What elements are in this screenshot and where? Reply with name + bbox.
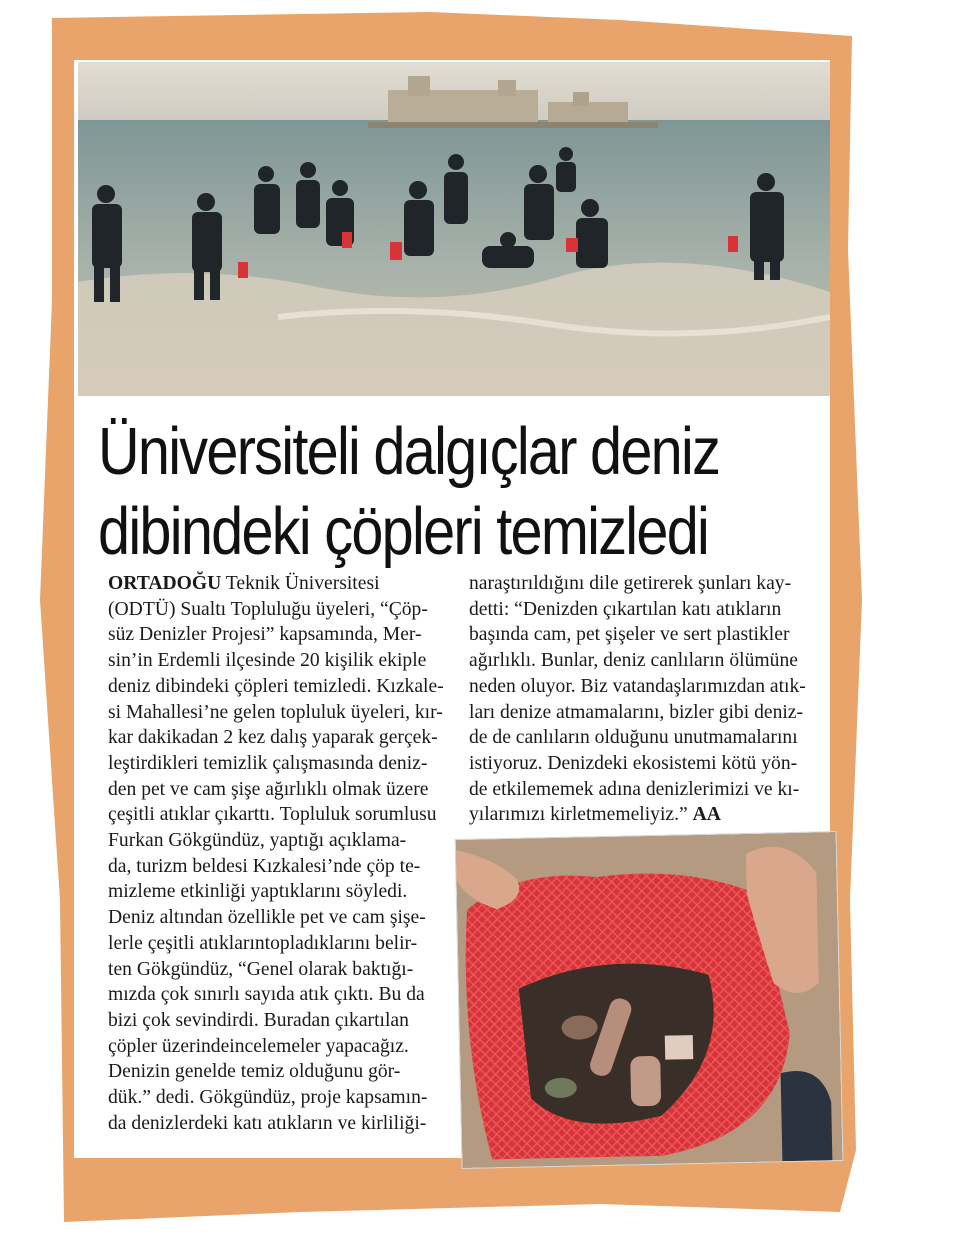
article-column-left — [108, 571, 444, 1136]
text-line: yılarımızı kirletmemeliyiz.” AA — [469, 804, 721, 826]
text-line: lerle çeşitli atıklarıntopladıklarını belir- — [108, 932, 418, 954]
text-line: çöpler üzerindeincelemeler yapacağız. — [108, 1035, 409, 1057]
text-line: Denizin genelde temiz olduğunu gör- — [108, 1061, 401, 1083]
text-line: çeşitli atıklar çıkarttı. Topluluk sorumlusu — [108, 804, 437, 826]
article-column-right — [469, 571, 809, 828]
text-line: bizi çok sevindirdi. Buradan çıkartılan — [108, 1009, 409, 1031]
text-line: de etkilememek adına denizlerimizi ve kı- — [469, 778, 800, 800]
text-line: detti: “Denizden çıkartılan katı atıkların — [469, 598, 782, 620]
text-line: Furkan Gökgündüz, yaptığı açıklama- — [108, 830, 407, 852]
text-line: naraştırıldığını dile getirerek şunları kay- — [469, 573, 792, 594]
text-line: si Mahallesi’ne gelen topluluk üyeleri, kır- — [108, 701, 443, 723]
text-line: Deniz altından özellikle pet ve cam şişe- — [108, 907, 426, 929]
text-line: ten Gökgündüz, “Genel olarak baktığı- — [108, 958, 414, 980]
text-line: ları denize atmamalarını, bizler gibi deniz- — [469, 701, 804, 723]
text-line: da, turizm beldesi Kızkalesi’nde çöp te- — [108, 855, 421, 877]
text-line: başında cam, pet şişeler ve sert plastikler — [469, 624, 790, 646]
news-agency-credit: AA — [692, 804, 721, 826]
text-line: sin’in Erdemli ilçesinde 20 kişilik ekiple — [108, 650, 427, 672]
text-line: süz Denizler Projesi” kapsamında, Mer- — [108, 624, 422, 646]
headline-line-1: Üniversiteli dalgıçlar deniz — [98, 414, 720, 489]
text-line: neden oluyor. Biz vatandaşlarımızdan atık- — [469, 675, 806, 697]
text-line: den pet ve cam şişe ağırlıklı olmak üzere — [108, 778, 429, 800]
headline — [98, 412, 720, 572]
text-line: mızda çok sınırlı sayıda atık çıktı. Bu da — [108, 984, 425, 1006]
lead-word: ORTADOĞU — [108, 573, 222, 594]
text-line: kar dakikadan 2 kez dalış yaparak gerçek- — [108, 727, 438, 749]
text-line: leştirdikleri temizlik çalışmasında deniz- — [108, 752, 428, 774]
text-line: ORTADOĞU Teknik Üniversitesi — [108, 573, 380, 594]
text-line: dük.” dedi. Gökgündüz, proje kapsamın- — [108, 1087, 428, 1109]
text-line: de de canlıların olduğunu unutmamalarını — [469, 727, 798, 749]
text-line: deniz dibindeki çöpleri temizledi. Kızkale- — [108, 675, 444, 697]
text-line: istiyoruz. Denizdeki ekosistemi kötü yön- — [469, 752, 798, 774]
text-line: da denizlerdeki katı atıkların ve kirliliği- — [108, 1112, 427, 1134]
text-line: (ODTÜ) Sualtı Topluluğu üyeleri, “Çöp- — [108, 598, 428, 620]
text-line: mizleme etkinliği yaptıklarını söyledi. — [108, 881, 408, 903]
divers-photo — [78, 62, 830, 396]
headline-line-2: dibindeki çöpleri temizledi — [98, 494, 709, 569]
garbage-bag-photo — [456, 832, 843, 1168]
text-line: ağırlıklı. Bunlar, deniz canlıların ölümüne — [469, 650, 798, 672]
